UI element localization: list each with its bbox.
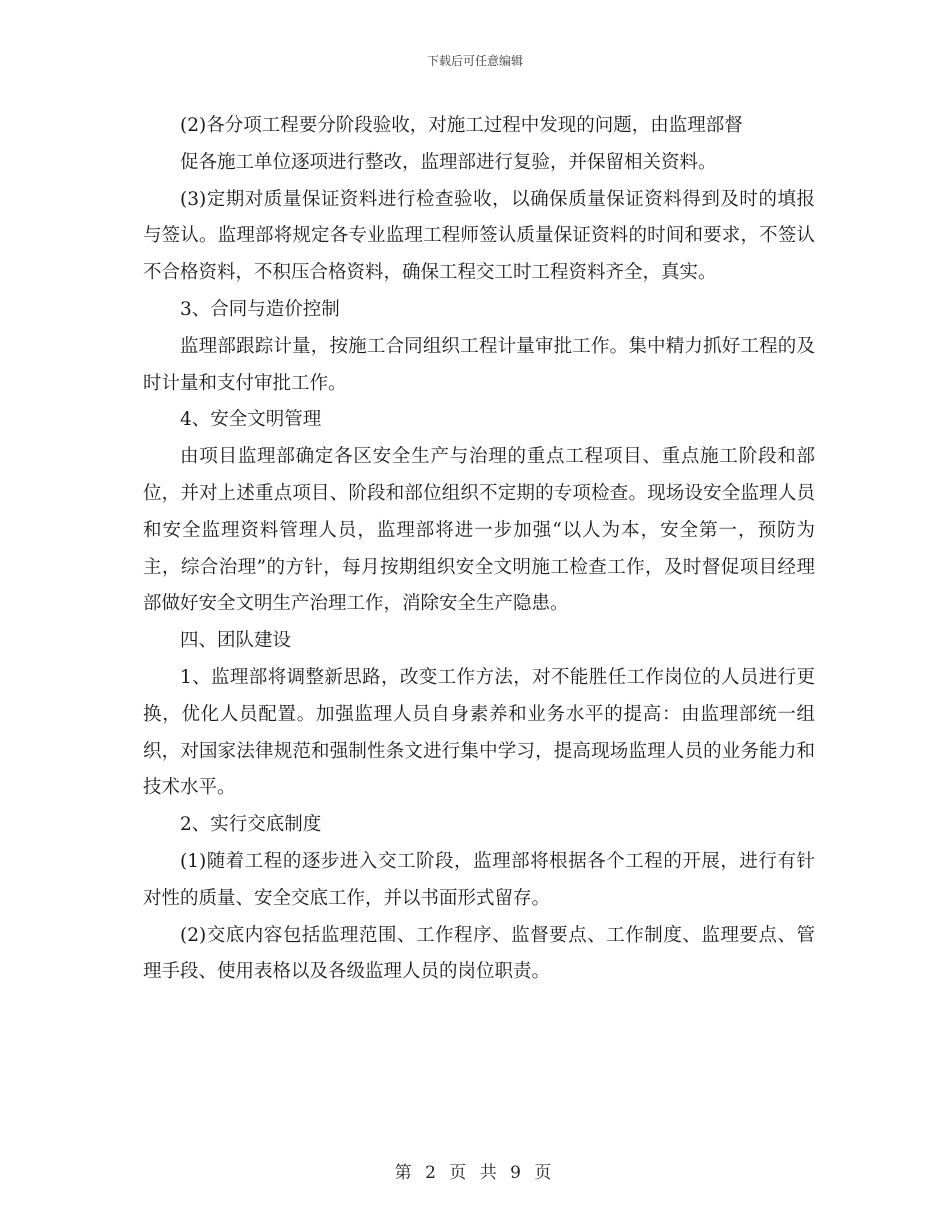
paragraph: 监理部跟踪计量，按施工合同组织工程计量审批工作。集中精力抓好工程的及时计量和支付审批工作。 [143, 335, 815, 394]
paragraph: (1)随着工程的逐步进入交工阶段，监理部将根据各个工程的开展，进行有针对性的质量、安全交底工作，并以书面形式留存。 [143, 850, 815, 909]
section-heading: 四、团队建设 [180, 630, 292, 652]
paragraph: 1、监理部将调整新思路，改变工作方法，对不能胜任工作岗位的人员进行更换，优化人员配置。加强监理人员自身素养和业务水平的提高：由监理部统一组织，对国家法律规范和强制性条文进行集中学习，提高现场监理人员的业务能力和技术水平。 [143, 666, 815, 799]
section-heading: 4、安全文明管理 [180, 409, 322, 431]
page-header: 下载后可任意编辑 [426, 54, 523, 68]
page-number-footer: 第 2 页 共 9 页 [394, 1163, 556, 1183]
section-heading: 2、实行交底制度 [180, 814, 322, 836]
paragraph: (2)交底内容包括监理范围、工作程序、监督要点、工作制度、监理要点、管理手段、使用表格以及各级监理人员的岗位职责。 [143, 924, 815, 983]
document-body [143, 108, 815, 991]
paragraph: 由项目监理部确定各区安全生产与治理的重点工程项目、重点施工阶段和部位，并对上述重点项目、阶段和部位组织不定期的专项检查。现场设安全监理人员和安全监理资料管理人员，监理部将进一步加强“以人为本，安全第一，预防为主，综合治理”的方针，每月按期组织安全文明施工检查工作，及时督促项目经理部做好安全文明生产治理工作，消除安全生产隐患。 [143, 446, 815, 615]
paragraph: (2)各分项工程要分阶段验收，对施工过程中发现的问题，由监理部督 [180, 115, 743, 136]
section-heading: 3、合同与造价控制 [180, 298, 340, 320]
paragraph: (3)定期对质量保证资料进行检查验收，以确保质量保证资料得到及时的填报与签认。监理部将规定各专业监理工程师签认质量保证资料的时间和要求，不签认不合格资料，不积压合格资料，确保工程交工时工程资料齐全，真实。 [143, 188, 815, 284]
paragraph: 促各施工单位逐项进行整改，监理部进行复验，并保留相关资料。 [180, 151, 717, 173]
